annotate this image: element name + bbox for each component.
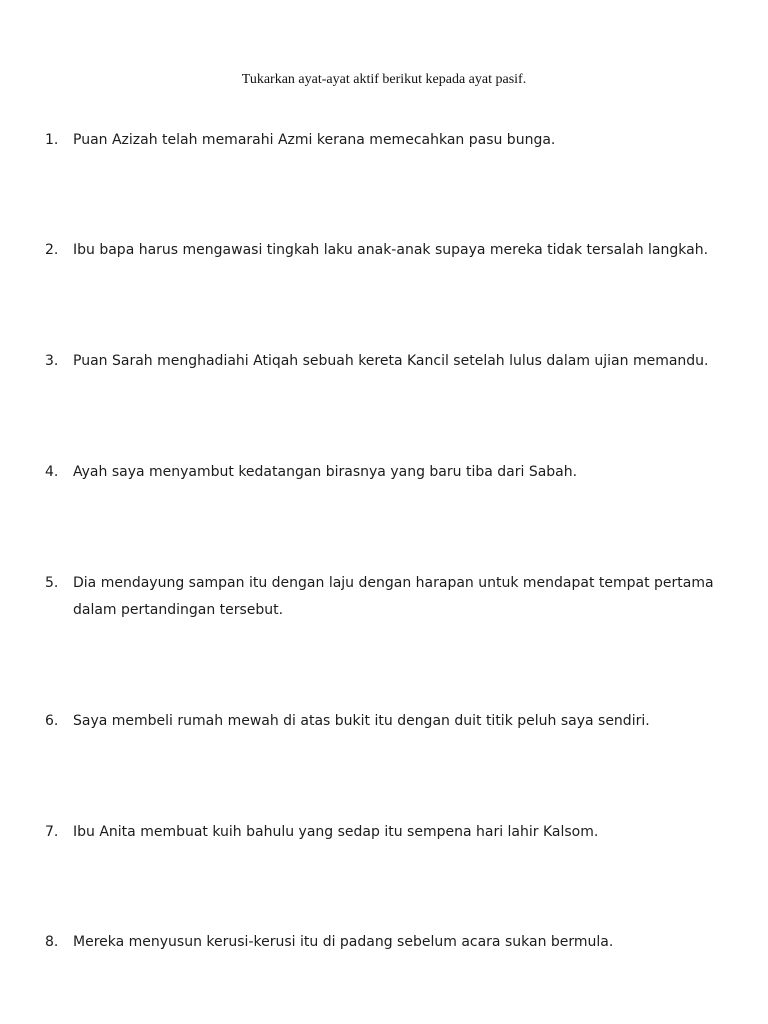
item-number: 4. [45,464,59,480]
list-item [45,708,725,735]
list-item [45,929,725,956]
list-item [45,570,725,624]
item-text: Dia mendayung sampan itu dengan laju dengan harapan untuk mendapat tempat pertama dalam pertandingan tersebut. [73,575,714,618]
list-item [45,459,725,486]
item-text: Ibu Anita membuat kuih bahulu yang sedap itu sempena hari lahir Kalsom. [73,824,599,840]
list-item [45,348,725,375]
list-item [45,237,725,264]
item-number: 6. [45,713,59,729]
list-item [45,127,725,154]
item-number: 8. [45,934,59,950]
item-text: Puan Sarah menghadiahi Atiqah sebuah kereta Kancil setelah lulus dalam ujian memandu. [73,353,709,369]
list-item [45,819,725,846]
item-number: 7. [45,824,59,840]
page-title: Tukarkan ayat-ayat aktif berikut kepada ayat pasif. [241,72,527,87]
item-text: Mereka menyusun kerusi-kerusi itu di padang sebelum acara sukan bermula. [73,934,614,950]
item-number: 5. [45,575,59,591]
item-number: 3. [45,353,59,369]
item-text: Saya membeli rumah mewah di atas bukit itu dengan duit titik peluh saya sendiri. [73,713,650,729]
item-number: 1. [45,132,59,148]
item-text: Ibu bapa harus mengawasi tingkah laku anak-anak supaya mereka tidak tersalah langkah. [73,242,709,258]
item-number: 2. [45,242,59,258]
item-text: Puan Azizah telah memarahi Azmi kerana memecahkan pasu bunga. [73,132,556,148]
item-text: Ayah saya menyambut kedatangan birasnya yang baru tiba dari Sabah. [73,464,578,480]
